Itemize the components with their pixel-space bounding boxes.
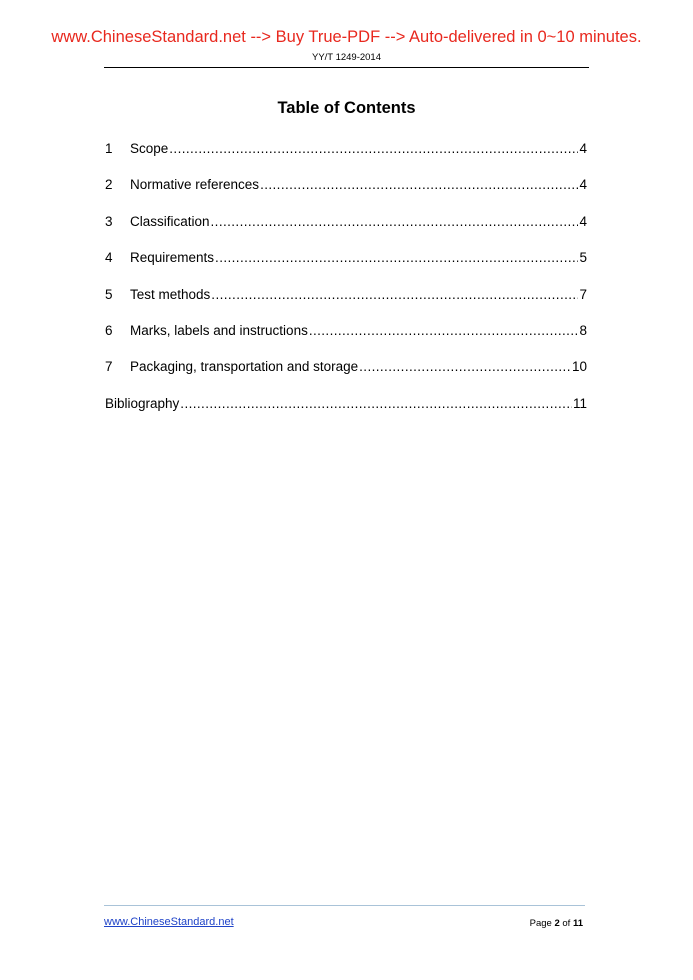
table-of-contents [105, 141, 587, 432]
toc-entry-number: 3 [105, 213, 113, 229]
toc-entry-label: Bibliography [105, 395, 180, 411]
toc-entry-page: 4 [579, 141, 587, 156]
document-code: YY/T 1249-2014 [311, 52, 381, 63]
toc-entry-number: 4 [105, 250, 113, 266]
toc-entry-label: Normative references [130, 177, 260, 193]
toc-title: Table of Contents [277, 99, 416, 117]
toc-entry-number: 7 [105, 359, 113, 375]
page-word: Page [529, 918, 552, 929]
toc-entry-label: Scope [130, 141, 169, 156]
toc-entry-label: Classification [130, 213, 210, 229]
toc-entry-page: 4 [579, 213, 587, 229]
toc-entry-label: Requirements [130, 250, 215, 266]
toc-entry-test-methods[interactable] [105, 287, 587, 323]
page-current: 2 [554, 918, 560, 929]
toc-entry-page: 10 [571, 359, 587, 375]
toc-entry-page: 8 [579, 322, 587, 338]
page-number [530, 918, 583, 929]
footer-website-link[interactable]: www.ChineseStandard.net [104, 916, 234, 928]
toc-dot-leader [211, 214, 579, 229]
header-divider [104, 67, 589, 68]
toc-entry-page: 5 [579, 250, 587, 266]
toc-entry-bibliography[interactable] [105, 396, 587, 432]
toc-entry-packaging-transportation-storage[interactable] [105, 359, 587, 395]
toc-entry-label: Test methods [130, 286, 211, 302]
toc-dot-leader [180, 396, 572, 411]
toc-dot-leader [215, 250, 578, 265]
toc-entry-page: 7 [579, 286, 587, 302]
toc-dot-leader [359, 359, 571, 374]
toc-entry-number: 5 [105, 286, 113, 302]
toc-entry-number: 2 [105, 177, 113, 193]
toc-entry-marks-labels-instructions[interactable] [105, 323, 587, 359]
toc-entry-number: 6 [105, 322, 113, 338]
toc-entry-normative-references[interactable] [105, 177, 587, 213]
toc-dot-leader [211, 287, 578, 302]
toc-entry-classification[interactable] [105, 214, 587, 250]
toc-entry-label: Marks, labels and instructions [130, 322, 308, 338]
page-of: of [562, 918, 571, 929]
page-total: 11 [572, 918, 583, 929]
toc-dot-leader [169, 141, 578, 156]
footer-divider [104, 905, 585, 906]
toc-dot-leader [260, 177, 578, 192]
toc-entry-page: 11 [572, 395, 587, 411]
toc-entry-number: 1 [105, 141, 113, 156]
toc-entry-label: Packaging, transportation and storage [130, 359, 359, 375]
toc-dot-leader [309, 323, 579, 338]
toc-entry-requirements[interactable] [105, 250, 587, 286]
toc-entry-page: 4 [579, 177, 587, 193]
toc-entry-scope[interactable] [105, 141, 587, 177]
promo-banner[interactable]: www.ChineseStandard.net --> Buy True-PDF --> Auto-delivered in 0~10 minutes. [51, 28, 642, 46]
